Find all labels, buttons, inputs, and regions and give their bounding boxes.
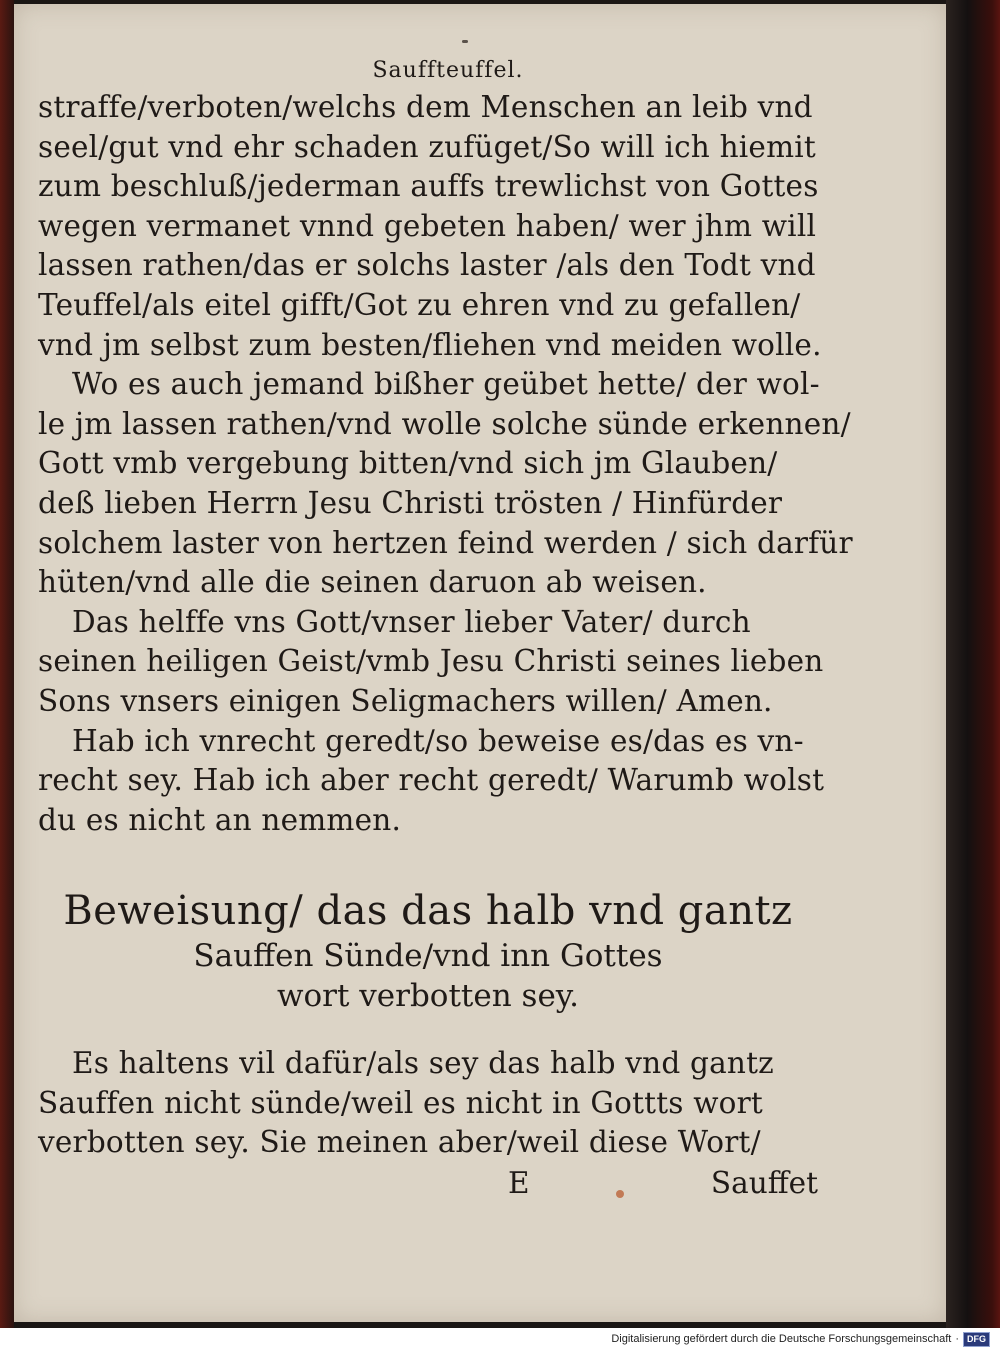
text-line: Sons vnsers einigen Seligmachers willen/ Amen. <box>38 683 773 718</box>
text-line: lassen rathen/das er solchs laster /als den Todt vnd <box>38 248 816 283</box>
book-spine-edge <box>0 0 14 1328</box>
text-line: seinen heiligen Geist/vmb Jesu Christi seines lieben <box>38 644 824 679</box>
text-line: Hab ich vnrecht geredt/so beweise es/das es vn- <box>72 723 804 758</box>
text-line: wegen vermanet vnnd gebeten haben/ wer jhm will <box>38 208 817 243</box>
text-line: hüten/vnd alle die seinen daruon ab weisen. <box>38 565 707 600</box>
text-line: Sauffen nicht sünde/weil es nicht in Gottts wort <box>38 1085 763 1120</box>
text-line: deß lieben Herrn Jesu Christi trösten / Hinfürder <box>38 485 783 520</box>
paragraph-5 <box>38 1044 818 1163</box>
page-text-block <box>38 54 853 1203</box>
footer-text: Digitalisierung gefördert durch die Deutsche Forschungsgemeinschaft <box>611 1333 952 1345</box>
text-line: Es haltens vil dafür/als sey das halb vnd gantz <box>72 1046 774 1081</box>
heading-line-3: wort verbotten sey. <box>276 978 580 1015</box>
text-line: le jm lassen rathen/vnd wolle solche sünde erkennen/ <box>38 406 851 441</box>
text-line: zum beschluß/jederman auffs trewlichst von Gottes <box>38 169 819 204</box>
text-line: vnd jm selbst zum besten/fliehen vnd meiden wolle. <box>38 327 822 362</box>
ink-speck <box>462 40 468 43</box>
paragraph-2 <box>38 365 853 603</box>
signature-line <box>38 1163 818 1203</box>
book-right-edge <box>946 0 1000 1328</box>
text-line: solchem laster von hertzen feind werden / sich darfür <box>38 525 853 560</box>
text-line: Das helffe vns Gott/vnser lieber Vater/ durch <box>72 604 751 639</box>
text-line: Teuffel/als eitel gifft/Got zu ehren vnd zu gefallen/ <box>38 287 801 322</box>
text-line: recht sey. Hab ich aber recht geredt/ Warumb wolst <box>38 763 825 798</box>
signature-mark: E <box>508 1166 530 1201</box>
paragraph-4 <box>38 722 825 841</box>
heading-line-1: Beweisung/ das das halb vnd gantz <box>63 888 793 935</box>
text-line: seel/gut vnd ehr schaden zufüget/So will ich hiemit <box>38 129 816 164</box>
section-heading <box>38 888 818 1016</box>
funding-footer <box>611 1331 990 1347</box>
text-line: verbotten sey. Sie meinen aber/weil diese Wort/ <box>38 1125 761 1160</box>
catchword: Sauffet <box>710 1166 818 1201</box>
text-line: Wo es auch jemand bißher geübet hette/ der wol- <box>72 367 820 402</box>
running-head: Sauffteuffel. <box>372 58 524 83</box>
paragraph-3 <box>38 603 824 722</box>
dfg-logo: DFG <box>963 1332 990 1347</box>
footer-separator: · <box>955 1333 959 1345</box>
paragraph-1 <box>38 88 822 365</box>
text-line: du es nicht an nemmen. <box>38 802 402 837</box>
text-line: Gott vmb vergebung bitten/vnd sich jm Glauben/ <box>38 446 778 481</box>
heading-line-2: Sauffen Sünde/vnd inn Gottes <box>193 938 663 975</box>
text-line: straffe/verboten/welchs dem Menschen an leib vnd <box>38 90 813 124</box>
